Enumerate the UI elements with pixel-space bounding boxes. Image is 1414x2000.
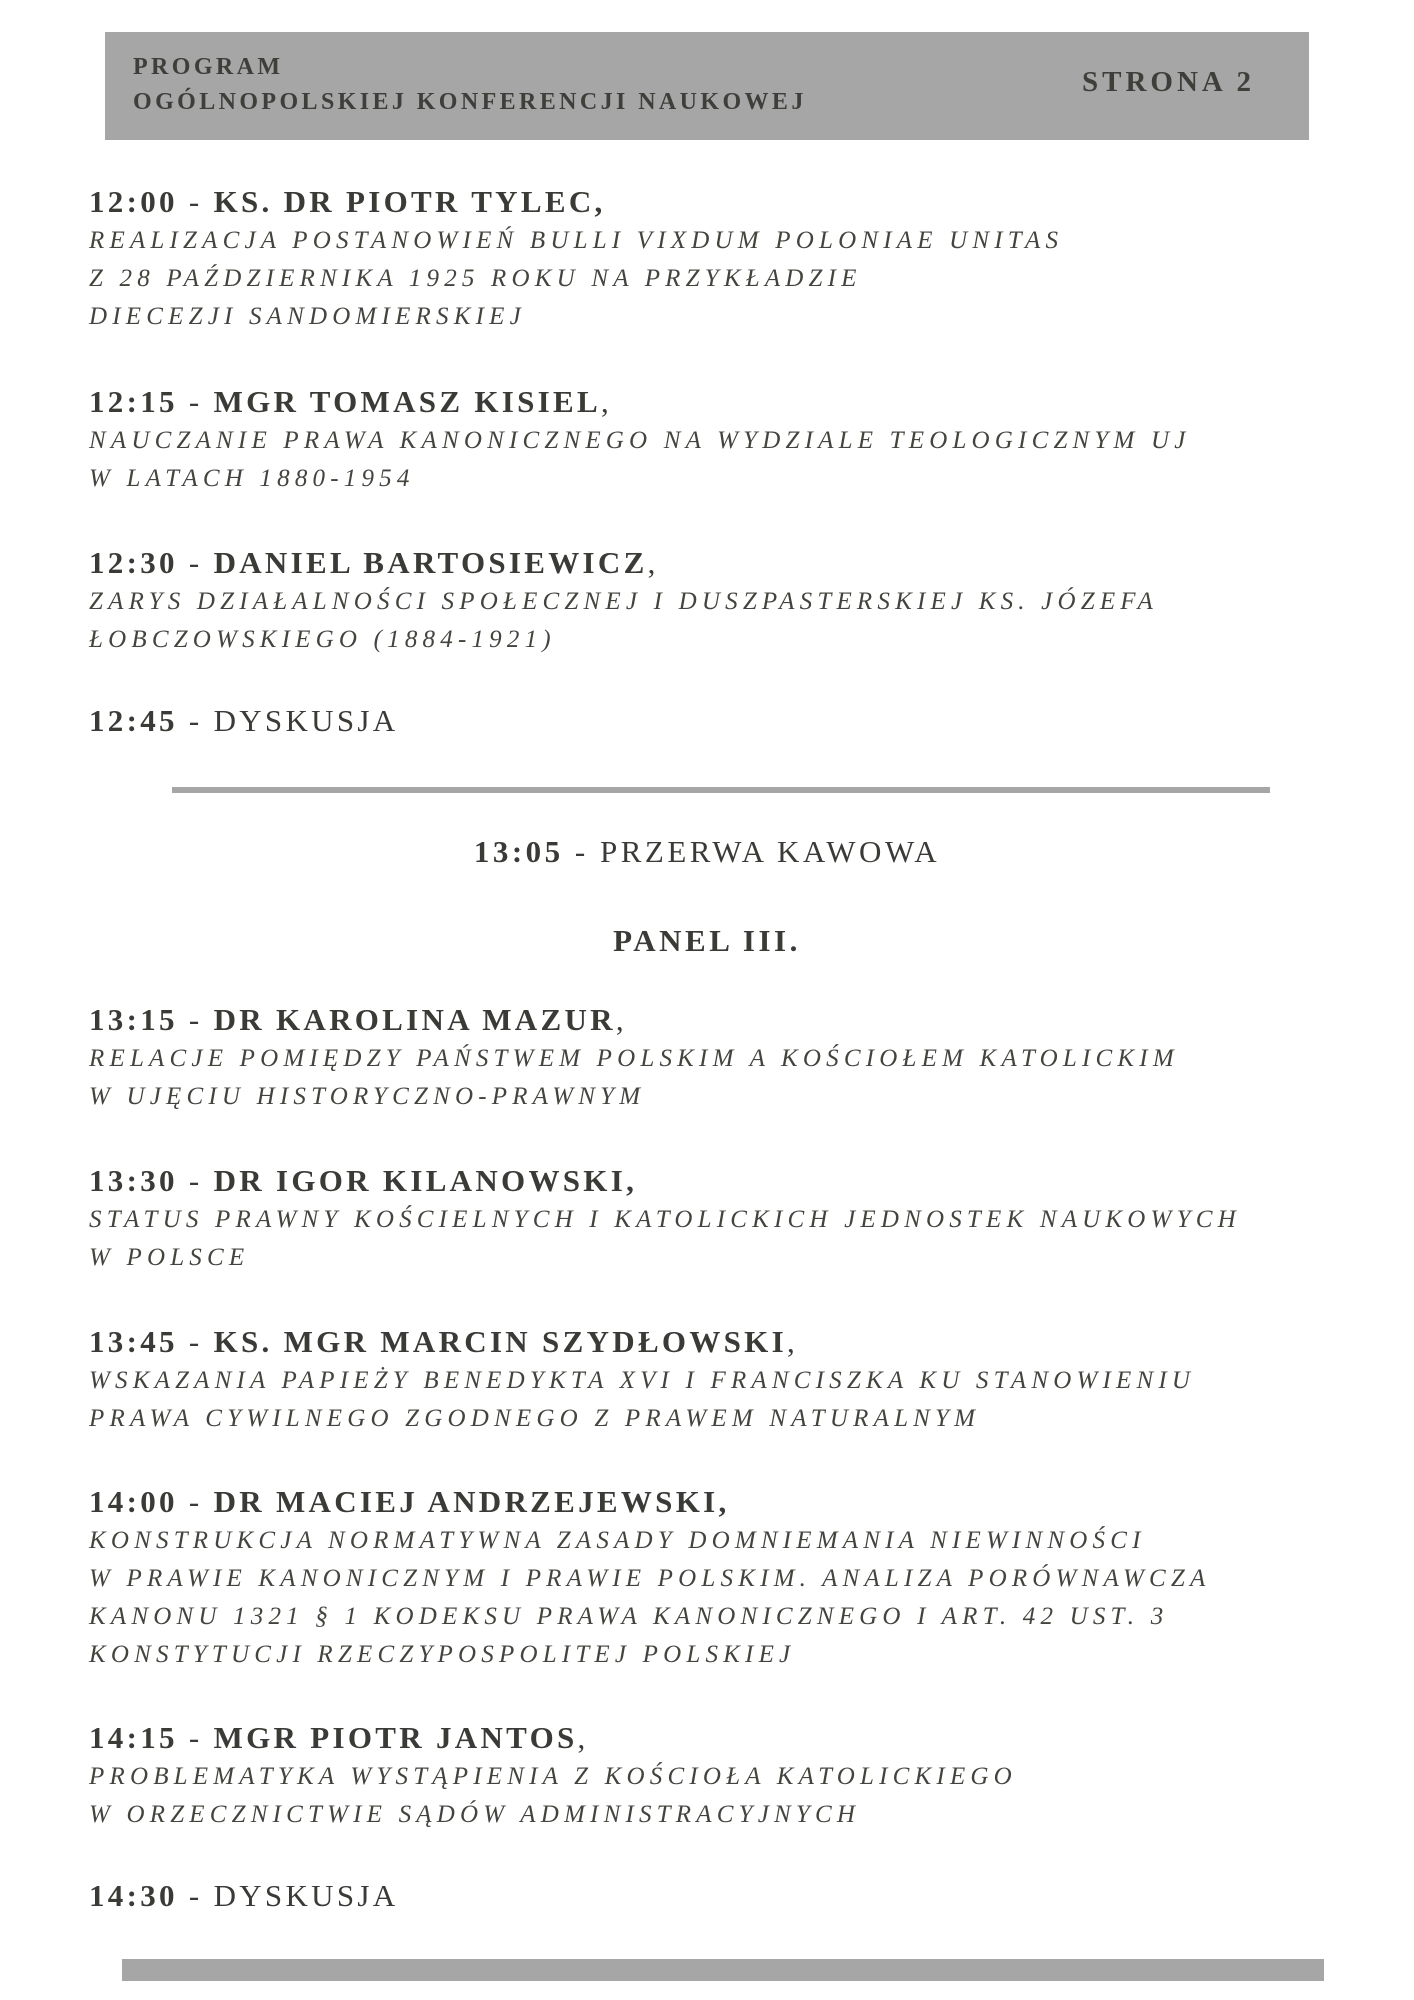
entry-time: 12:00 bbox=[89, 184, 178, 219]
entry-talk-title bbox=[89, 1522, 1339, 1674]
entry-heading bbox=[89, 1482, 1339, 1522]
talk-title-line: RELACJE POMIĘDZY PAŃSTWEM POLSKIM A KOŚCIOŁEM KATOLICKIM bbox=[89, 1045, 1179, 1072]
talk-title-line: NAUCZANIE PRAWA KANONICZNEGO NA WYDZIALE TEOLOGICZNYM UJ bbox=[89, 427, 1191, 454]
comma: , bbox=[786, 1324, 799, 1359]
talk-title-line: W LATACH 1880-1954 bbox=[89, 465, 415, 492]
entry-speaker: KS. DR PIOTR TYLEC, bbox=[213, 184, 606, 219]
entry-heading bbox=[89, 182, 1339, 222]
talk-title-line: REALIZACJA POSTANOWIEŃ BULLI VIXDUM POLONIAE UNITAS bbox=[89, 227, 1064, 254]
talk-title-line: KONSTRUKCJA NORMATYWNA ZASADY DOMNIEMANIA NIEWINNOŚCI bbox=[89, 1527, 1146, 1554]
talk-title-line: KANONU 1321 § 1 KODEKSU PRAWA KANONICZNEGO I ART. 42 UST. 3 bbox=[89, 1603, 1169, 1630]
entry-time: 13:45 bbox=[89, 1324, 178, 1359]
program-entry bbox=[89, 543, 1339, 659]
comma: , bbox=[601, 384, 613, 419]
talk-title-line: W PRAWIE KANONICZNYM I PRAWIE POLSKIM. ANALIZA PORÓWNAWCZA bbox=[89, 1565, 1211, 1592]
entry-heading bbox=[89, 382, 1339, 422]
header-title-line1: PROGRAM bbox=[133, 54, 284, 80]
page-header bbox=[105, 32, 1309, 140]
talk-title-line: ZARYS DZIAŁALNOŚCI SPOŁECZNEJ I DUSZPASTERSKIEJ KS. JÓZEFA bbox=[89, 588, 1159, 615]
dash-separator: - bbox=[177, 384, 214, 419]
page-footer-bar bbox=[122, 1959, 1324, 1981]
entry-talk-title bbox=[89, 583, 1339, 659]
entry-heading bbox=[89, 1322, 1339, 1362]
entry-speaker: DR IGOR KILANOWSKI, bbox=[213, 1163, 638, 1198]
program-entry bbox=[89, 1718, 1339, 1834]
break-label: PRZERWA KAWOWA bbox=[600, 834, 941, 869]
entry-talk-title bbox=[89, 1362, 1339, 1438]
entry-time: 12:15 bbox=[89, 384, 178, 419]
entry-heading bbox=[89, 1718, 1339, 1758]
entry-label: DYSKUSJA bbox=[213, 703, 399, 738]
page-number: STRONA 2 bbox=[1081, 66, 1255, 98]
entry-time: 12:45 bbox=[89, 703, 178, 738]
dash-separator: - bbox=[177, 545, 214, 580]
entry-speaker: KS. MGR MARCIN SZYDŁOWSKI bbox=[213, 1324, 787, 1359]
entry-speaker: MGR PIOTR JANTOS bbox=[213, 1720, 578, 1755]
entry-time: 14:30 bbox=[89, 1878, 178, 1913]
entry-time: 13:15 bbox=[89, 1002, 178, 1037]
program-entry bbox=[89, 1322, 1339, 1438]
discussion-entry bbox=[89, 1876, 1339, 1916]
talk-title-line: DIECEZJI SANDOMIERSKIEJ bbox=[89, 303, 526, 330]
dash-separator: - bbox=[177, 703, 214, 738]
entry-heading bbox=[89, 1000, 1339, 1040]
entry-speaker: DR MACIEJ ANDRZEJEWSKI, bbox=[213, 1484, 730, 1519]
entry-heading bbox=[89, 1876, 1339, 1916]
talk-title-line: W ORZECZNICTWIE SĄDÓW ADMINISTRACYJNYCH bbox=[89, 1801, 861, 1828]
entry-time: 13:30 bbox=[89, 1163, 178, 1198]
entry-heading bbox=[89, 543, 1339, 583]
program-entry bbox=[89, 1161, 1339, 1277]
talk-title-line: KONSTYTUCJI RZECZYPOSPOLITEJ POLSKIEJ bbox=[89, 1641, 796, 1668]
talk-title-line: PRAWA CYWILNEGO ZGODNEGO Z PRAWEM NATURALNYM bbox=[89, 1405, 981, 1432]
entry-talk-title bbox=[89, 1758, 1339, 1834]
entry-heading bbox=[89, 701, 1339, 741]
entry-time: 14:15 bbox=[89, 1720, 178, 1755]
section-divider bbox=[172, 787, 1270, 793]
dash-separator: - bbox=[177, 184, 214, 219]
dash-separator: - bbox=[177, 1163, 214, 1198]
break-time: 13:05 bbox=[473, 834, 564, 869]
dash-separator: - bbox=[177, 1878, 214, 1913]
talk-title-line: ŁOBCZOWSKIEGO (1884-1921) bbox=[89, 626, 556, 653]
entry-speaker: DR KAROLINA MAZUR bbox=[213, 1002, 616, 1037]
comma: , bbox=[577, 1720, 589, 1755]
program-entry bbox=[89, 382, 1339, 498]
dash-separator: - bbox=[177, 1324, 214, 1359]
entry-talk-title bbox=[89, 1201, 1339, 1277]
dash-separator: - bbox=[177, 1002, 214, 1037]
talk-title-line: Z 28 PAŹDZIERNIKA 1925 ROKU NA PRZYKŁADZIE bbox=[89, 265, 862, 292]
talk-title-line: PROBLEMATYKA WYSTĄPIENIA Z KOŚCIOŁA KATOLICKIEGO bbox=[89, 1763, 1017, 1790]
entry-speaker: DANIEL BARTOSIEWICZ bbox=[213, 545, 648, 580]
entry-talk-title bbox=[89, 422, 1339, 498]
talk-title-line: WSKAZANIA PAPIEŻY BENEDYKTA XVI I FRANCISZKA KU STANOWIENIU bbox=[89, 1367, 1196, 1394]
dash-separator: - bbox=[563, 834, 600, 869]
entry-speaker: MGR TOMASZ KISIEL bbox=[213, 384, 601, 419]
header-title bbox=[133, 50, 807, 120]
header-title-line2: OGÓLNOPOLSKIEJ KONFERENCJI NAUKOWEJ bbox=[133, 89, 807, 115]
program-entry bbox=[89, 182, 1339, 336]
comma: , bbox=[615, 1002, 627, 1037]
program-entry bbox=[89, 1000, 1339, 1116]
entry-label: DYSKUSJA bbox=[213, 1878, 399, 1913]
entry-heading bbox=[89, 1161, 1339, 1201]
program-entry bbox=[89, 1482, 1339, 1674]
entry-time: 12:30 bbox=[89, 545, 178, 580]
coffee-break bbox=[0, 834, 1414, 870]
dash-separator: - bbox=[177, 1484, 214, 1519]
entry-talk-title bbox=[89, 1040, 1339, 1116]
panel-heading: PANEL III. bbox=[613, 923, 801, 958]
comma: , bbox=[647, 545, 659, 580]
discussion-entry bbox=[89, 701, 1339, 741]
entry-time: 14:00 bbox=[89, 1484, 178, 1519]
entry-talk-title bbox=[89, 222, 1339, 336]
talk-title-line: STATUS PRAWNY KOŚCIELNYCH I KATOLICKICH JEDNOSTEK NAUKOWYCH bbox=[89, 1206, 1241, 1233]
talk-title-line: W POLSCE bbox=[89, 1244, 250, 1271]
talk-title-line: W UJĘCIU HISTORYCZNO-PRAWNYM bbox=[89, 1083, 646, 1110]
dash-separator: - bbox=[177, 1720, 214, 1755]
